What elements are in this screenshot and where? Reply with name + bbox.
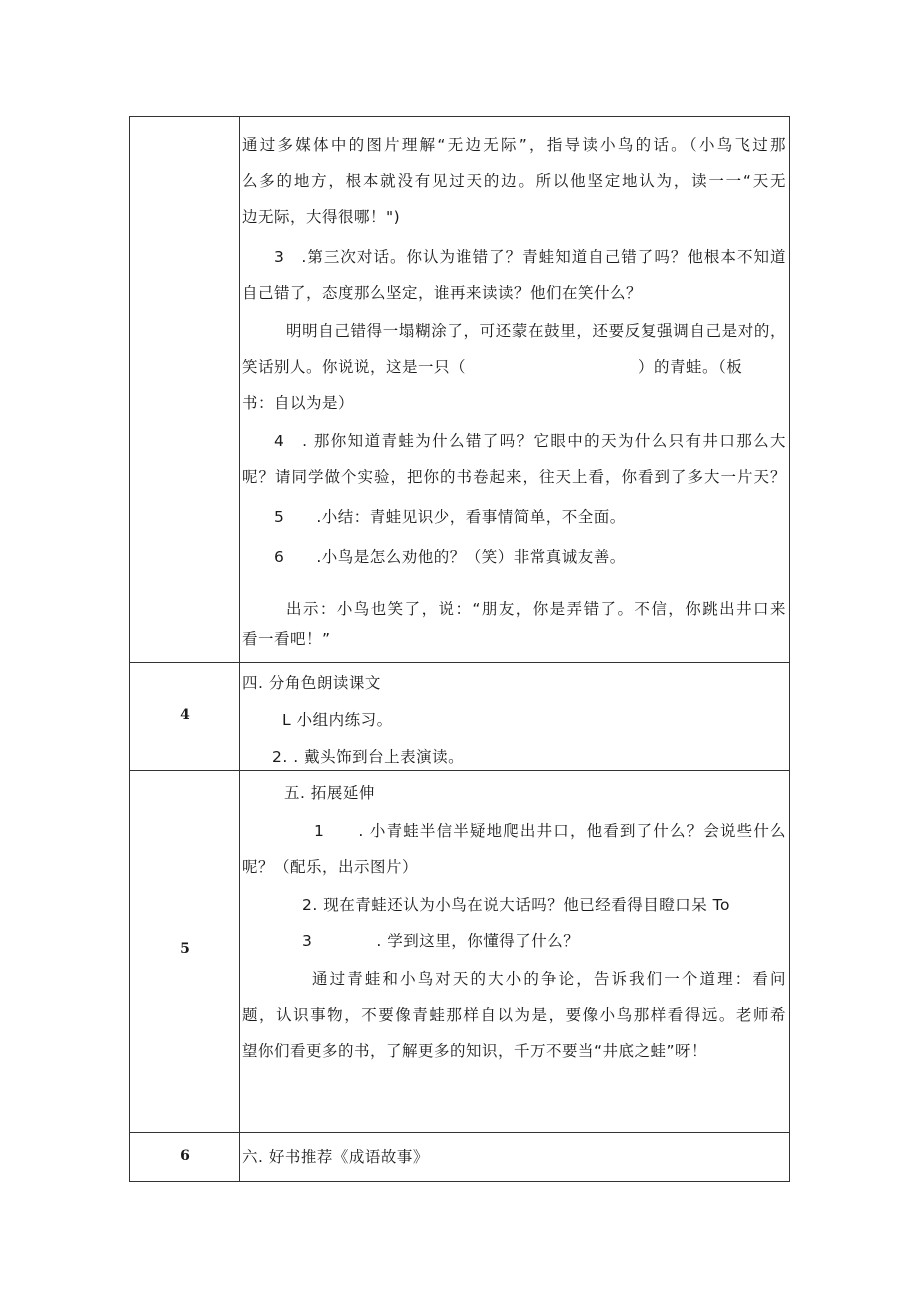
step-content-cell <box>240 117 789 662</box>
text-line: 呢？请同学做个实验，把你的书卷起来，往天上看，你看到了多大一片天？ <box>242 468 786 486</box>
text-line: 通过青蛙和小鸟对天的大小的争论，告诉我们一个道理：看问 <box>312 970 786 988</box>
text-line: 四. 分角色朗读课文 <box>242 674 381 692</box>
text-line: 通过多媒体中的图片理解“无边无际”，指导读小鸟的话。（小鸟飞过那 <box>242 136 786 154</box>
text-line: 2. . 戴头饰到台上表演读。 <box>272 748 465 766</box>
step-number-cell <box>130 663 240 770</box>
text-line: 望你们看更多的书，了解更多的知识，千万不要当“井底之蛙”呀！ <box>242 1042 708 1060</box>
step-number: 5 <box>180 941 190 957</box>
text-line: 1 . 小青蛙半信半疑地爬出井口，他看到了什么？会说些什么 <box>314 822 786 840</box>
text-line: 边无际，大得很哪！") <box>242 208 401 226</box>
text-line: ）的青蛙。（板 <box>638 358 743 376</box>
text-line: L 小组内练习。 <box>282 711 393 729</box>
step-number-cell <box>130 771 240 1132</box>
step-number-cell <box>130 1133 240 1182</box>
text-line: 3 . 学到这里，你懂得了什么？ <box>302 932 580 950</box>
text-line: 2. 现在青蛙还认为小鸟在说大话吗？他已经看得目瞪口呆 To <box>302 896 730 914</box>
text-line: 出示：小鸟也笑了，说：“朋友，你是弄错了。不信，你跳出井口来 <box>286 600 786 618</box>
text-line: 3 .第三次对话。你认为谁错了？青蛙知道自己错了吗？他根本不知道 <box>274 248 786 266</box>
step-content-cell <box>240 771 789 1132</box>
text-line: 题，认识事物，不要像青蛙那样自以为是，要像小鸟那样看得远。老师希 <box>242 1006 786 1024</box>
text-line: 书：自以为是） <box>242 394 355 412</box>
text-line: 4 . 那你知道青蛙为什么错了吗？它眼中的天为什么只有井口那么大 <box>274 432 786 450</box>
text-line: 自己错了，态度那么坚定，谁再来读读？他们在笑什么？ <box>242 284 643 302</box>
text-line: 么多的地方，根本就没有见过天的边。所以他坚定地认为，读一一“天无 <box>242 172 786 190</box>
step-number: 4 <box>180 707 190 723</box>
text-line: 明明自己错得一塌糊涂了，可还蒙在鼓里，还要反复强调自己是对的， <box>286 322 786 340</box>
text-line: 笑话别人。你说说，这是一只（ <box>242 358 467 376</box>
text-line: 5 .小结：青蛙见识少，看事情简单，不全面。 <box>274 508 626 526</box>
step-content-cell <box>240 1133 789 1182</box>
text-line: 6 .小鸟是怎么劝他的？（笑）非常真诚友善。 <box>274 548 626 566</box>
table-row <box>130 662 789 770</box>
lesson-plan-table <box>129 116 790 1182</box>
step-number: 6 <box>180 1148 190 1164</box>
table-row <box>130 1132 789 1182</box>
text-line: 呢？（配乐，出示图片） <box>242 858 419 876</box>
table-row <box>130 770 789 1132</box>
step-number-cell <box>130 117 240 662</box>
text-line: 看一看吧！” <box>242 630 331 648</box>
table-row <box>130 117 789 662</box>
text-line: 六. 好书推荐《成语故事》 <box>242 1148 429 1166</box>
step-content-cell <box>240 663 789 770</box>
text-line: 五. 拓展延伸 <box>284 784 375 802</box>
